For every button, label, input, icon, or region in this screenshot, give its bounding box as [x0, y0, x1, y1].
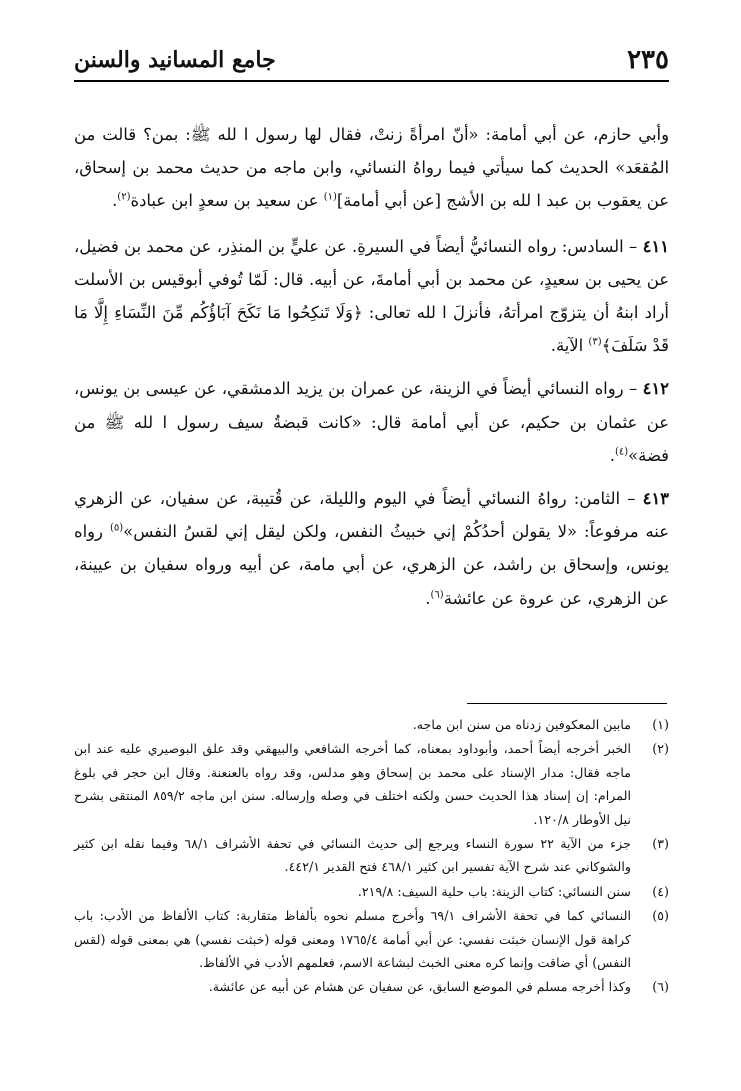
hadith-number: ٤١٣: [642, 489, 669, 509]
footnote-number: (٦): [652, 979, 669, 995]
hadith-number: ٤١٢: [642, 379, 669, 399]
footnote: [74, 880, 669, 903]
footnote-text: سنن النسائي: كتاب الزينة: باب حلية السيف: ٢١٩/٨.: [357, 883, 631, 899]
paragraph: [74, 118, 669, 218]
footnote-number: (٥): [652, 908, 669, 924]
paragraph-text: .: [112, 191, 118, 211]
paragraph-text: – السادس: رواه النسائيُّ أيضاً في السيرةِ. عن عليٍّ بن المنذِر، عن محمد بن فضيل، عن يحيى بن سعيدٍ، عن محمد بن أبي أمامةَ، عن أبيه. قال: لَمّا تُوفي أبوقيس بن الأسلت أراد ابنهُ أن يتزوّج امرأتهُ، فأنزلَ ا لله تعالى: ﴿وَلَا تَنكِحُوا مَا نَكَحَ آبَاؤُكُم مِّنَ النِّسَاءِ إِلَّا مَا قَدْ سَلَفَ﴾: [74, 236, 669, 356]
paragraph-text: – رواه النسائي أيضاً في الزينة، عن عمران بن يزيد الدمشقي، عن عيسى بن يونس، عن عثمان بن حكيم، عن أبي أمامة قال: «كانت قبضةُ سيف رسول ا لله ﷺ من فضة»: [74, 379, 669, 465]
paragraph: [74, 372, 669, 472]
footnote-reference: (٦): [430, 589, 444, 601]
paragraph-text: الآية.: [550, 336, 589, 356]
footnote-text: وكذا أخرجه مسلم في الموضع السابق، عن سفيان عن هشام عن أبيه عن عائشة.: [208, 979, 631, 995]
footnote: [74, 713, 669, 736]
paragraph-text: رواه يونس، وإسحاق بن راشد، عن الزهري، عن أبي مامة، عن أبيه ورواه سفيان بن عيينة، عن الزهري، عن عروة عن عائشة: [74, 522, 669, 608]
paragraph-text: عن سعيد بن سعدٍ ابن عبادة: [130, 191, 324, 211]
paragraph: [74, 482, 669, 615]
footnote-text: مابين المعكوفين زدناه من سنن ابن ماجه.: [412, 717, 631, 732]
footnote-number: (١): [652, 717, 669, 732]
footnote: [74, 832, 669, 879]
footnote-reference: (٢): [117, 191, 131, 203]
footnotes: [74, 713, 669, 1000]
paragraph-text: .: [609, 445, 615, 465]
footnote-reference: (٥): [109, 522, 124, 534]
paragraph-text: وأبي حازم، عن أبي أمامة: «أنّ امرأةً زنتْ، فقال لها رسول ا لله ﷺ: بمن؟ قالت من المُقعَد» الحديث كما سيأتي فيما رواهُ النسائي، وابن ماجه من حديث محمد بن إسحاق، عن يعقوب بن عبد ا لله بن الأشج [عن أبي أمامة]: [74, 125, 669, 211]
footnote: [74, 904, 669, 974]
footnote-number: (٤): [652, 883, 669, 899]
running-title: جامع المسانيد والسنن: [74, 47, 276, 73]
footnote-reference: (٤): [614, 446, 629, 458]
page-header: [74, 40, 669, 82]
footnote-text: النسائي كما في تحفة الأشراف ٦٩/١ وأخرج مسلم نحوه بألفاظ متقاربة: كتاب الألفاظ من الأدب: باب كراهة قول الإنسان خبثت نفسي: عن أبي أمامة ١٧٦٥/٤ ومعنى قوله (خبثت نفسي) هي بمعنى قوله (لقس النفس) أي ضاقت وإنما كره معنى الخبث لبشاعة الاسم، فعلمهم الأدب في الألفاظ.: [74, 908, 631, 971]
footnote-reference: (١): [323, 191, 337, 203]
footnote: [74, 737, 669, 831]
footnote-text: جزء من الآية ٢٢ سورة النساء ويرجع إلى حديث النسائي في تحفة الأشراف ٦٨/١ وفيما نقله ابن كثير والشوكاني عند شرح الآية تفسير ابن كثير ٤٦٨/١ فتح القدير ٤٤٢/١.: [74, 836, 631, 875]
paragraph-text: – الثامن: رواهُ النسائي أيضاً في اليوم والليلة، عن قُتيبة، عن سفيان، عن الزهري عنه مرفوعاً: «لا يقولن أحدُكُمْ إني خبيثُ النفس، ولكن ليقل إني لقسُ النفس»: [74, 489, 669, 542]
footnote-reference: (٣): [588, 336, 602, 348]
page-number: ٢٣٥: [627, 45, 669, 75]
footnote-text: الخبر أخرجه أيضاً أحمد، وأبوداود بمعناه، كما أخرجه الشافعي والبيهقي وقد علق البوصيري عليه عند ابن ماجه فقال: مدار الإسناد على محمد بن إسحاق وهو مدلس، وقد رواه بالعنعنة. وقال ابن حجر في بلوغ المرام: إن إسناد هذا الحديث حسن ولكنه اختلف في وصله وإرساله. سنن ابن ماجه ٨٥٩/٢ المنتقى بشرح نيل الأوطار ١٢٠/٨.: [74, 741, 632, 827]
footnote: [74, 975, 669, 998]
paragraph: [74, 230, 669, 363]
paragraph-text: .: [425, 588, 431, 608]
footnote-number: (٣): [652, 836, 669, 852]
footnote-number: (٢): [652, 741, 669, 757]
hadith-number: ٤١١: [642, 236, 669, 256]
footnote-divider: [467, 703, 667, 704]
main-text: [74, 118, 669, 625]
